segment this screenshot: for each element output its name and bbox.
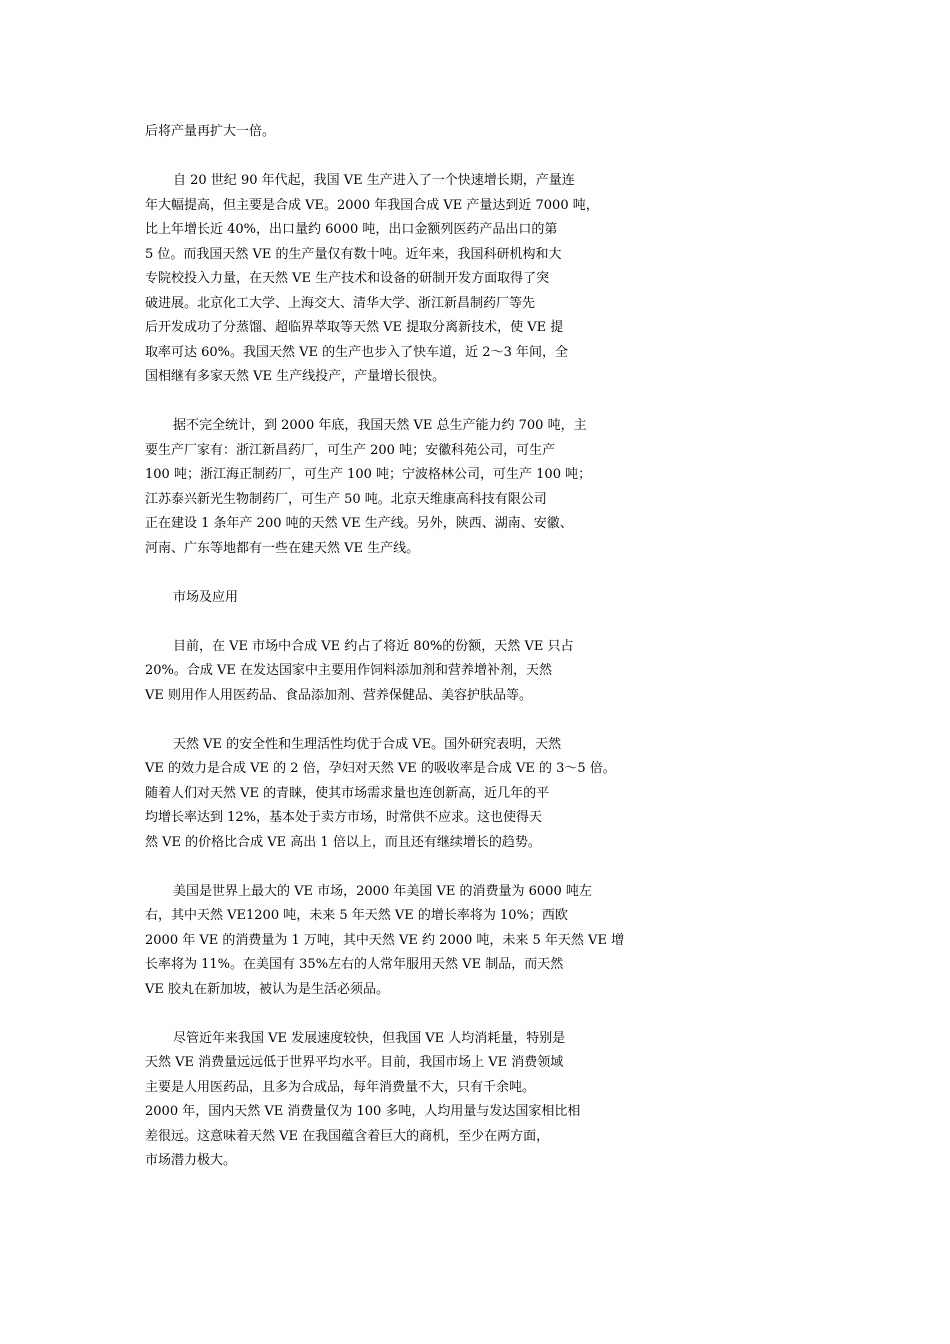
document-body [145, 120, 645, 1198]
text-line: 专院校投入力量，在天然 VE 生产技术和设备的研制开发方面取得了突 [145, 271, 550, 286]
text-line: VE 胶丸在新加坡，被认为是生活必须品。 [145, 981, 390, 997]
text-line: 美国是世界上最大的 VE 市场，2000 年美国 VE 的消费量为 6000 吨左 [173, 883, 592, 899]
text-line: 右，其中天然 VE1200 吨，未来 5 年天然 VE 的增长率将为 10%；西欧 [145, 908, 568, 923]
text-line: 正在建设 1 条年产 200 吨的天然 VE 生产线。另外，陕西、湖南、安徽、 [145, 516, 573, 531]
paragraph-production-growth [145, 169, 645, 390]
text-line: 后开发成功了分蒸馏、超临界萃取等天然 VE 提取分离新技术，使 VE 提 [145, 320, 564, 335]
text-line: VE 则用作人用医药品、食品添加剂、营养保健品、美容护肤品等。 [145, 687, 533, 703]
text-line: 20%。合成 VE 在发达国家中主要用作饲料添加剂和营养增补剂，天然 [145, 663, 553, 678]
paragraph-us-market [145, 880, 645, 1003]
text-line: 年大幅提高，但主要是合成 VE。2000 年我国合成 VE 产量达到近 7000 吨， [145, 197, 599, 213]
text-line: 破进展。北京化工大学、上海交大、清华大学、浙江新昌制药厂等先 [145, 295, 536, 311]
text-line: 天然 VE 消费量远远低于世界平均水平。目前，我国市场上 VE 消费领域 [145, 1055, 564, 1070]
text-line: 取率可达 60%。我国天然 VE 的生产也步入了快车道，近 2～3 年间，全 [145, 344, 568, 360]
text-line: 随着人们对天然 VE 的青睐，使其市场需求量也连创新高，近几年的平 [145, 785, 550, 801]
text-line: 江苏泰兴新光生物制药厂，可生产 50 吨。北京天维康高科技有限公司 [145, 491, 547, 507]
paragraph-continuation [145, 120, 645, 145]
text-line: 市场潜力极大。 [145, 1153, 237, 1168]
section-heading: 市场及应用 [173, 589, 239, 605]
text-line: 5 位。而我国天然 VE 的生产量仅有数十吨。近年来，我国科研机构和大 [145, 246, 562, 262]
text-line: 要生产厂家有：浙江新昌药厂，可生产 200 吨；安徽科苑公司，可生产 [145, 442, 556, 458]
text-line: 国相继有多家天然 VE 生产线投产，产量增长很快。 [145, 369, 446, 384]
paragraph-domestic-consumption [145, 1027, 645, 1174]
text-line: 后将产量再扩大一倍。 [145, 124, 276, 139]
text-line: 均增长率达到 12%，基本处于卖方市场，时常供不应求。这也使得天 [145, 810, 543, 825]
text-line: 2000 年 VE 的消费量为 1 万吨，其中天然 VE 约 2000 吨，未来 5 年天然 VE 增 [145, 932, 625, 948]
text-line: 目前，在 VE 市场中合成 VE 约占了将近 80%的份额，天然 VE 只占 [173, 638, 574, 654]
text-line: 然 VE 的价格比合成 VE 高出 1 倍以上，而且还有继续增长的趋势。 [145, 834, 541, 850]
text-line: 河南、广东等地都有一些在建天然 VE 生产线。 [145, 540, 420, 556]
text-line: VE 的效力是合成 VE 的 2 倍，孕妇对天然 VE 的吸收率是合成 VE 的 3～5 倍。 [145, 761, 616, 776]
text-line: 天然 VE 的安全性和生理活性均优于合成 VE。国外研究表明，天然 [173, 736, 562, 752]
text-line: 100 吨；浙江海正制药厂，可生产 100 吨；宁波格林公司，可生产 100 吨； [145, 467, 592, 482]
text-line: 据不完全统计，到 2000 年底，我国天然 VE 总生产能力约 700 吨，主 [173, 418, 587, 433]
paragraph-manufacturers [145, 414, 645, 561]
text-line: 长率将为 11%。在美国有 35%左右的人常年服用天然 VE 制品，而天然 [145, 957, 564, 972]
text-line: 2000 年，国内天然 VE 消费量仅为 100 多吨，人均用量与发达国家相比相 [145, 1104, 581, 1119]
section-heading-market [145, 586, 645, 611]
text-line: 主要是人用医药品，且多为合成品，每年消费量不大，只有千余吨。 [145, 1079, 536, 1095]
paragraph-natural-ve-advantages [145, 733, 645, 856]
text-line: 自 20 世纪 90 年代起，我国 VE 生产进入了一个快速增长期，产量连 [173, 173, 575, 188]
text-line: 尽管近年来我国 VE 发展速度较快，但我国 VE 人均消耗量，特别是 [173, 1030, 566, 1046]
text-line: 差很远。这意味着天然 VE 在我国蕴含着巨大的商机，至少在两方面， [145, 1128, 550, 1144]
paragraph-market-share [145, 635, 645, 709]
text-line: 比上年增长近 40%，出口量约 6000 吨，出口金额列医药产品出口的第 [145, 222, 558, 237]
